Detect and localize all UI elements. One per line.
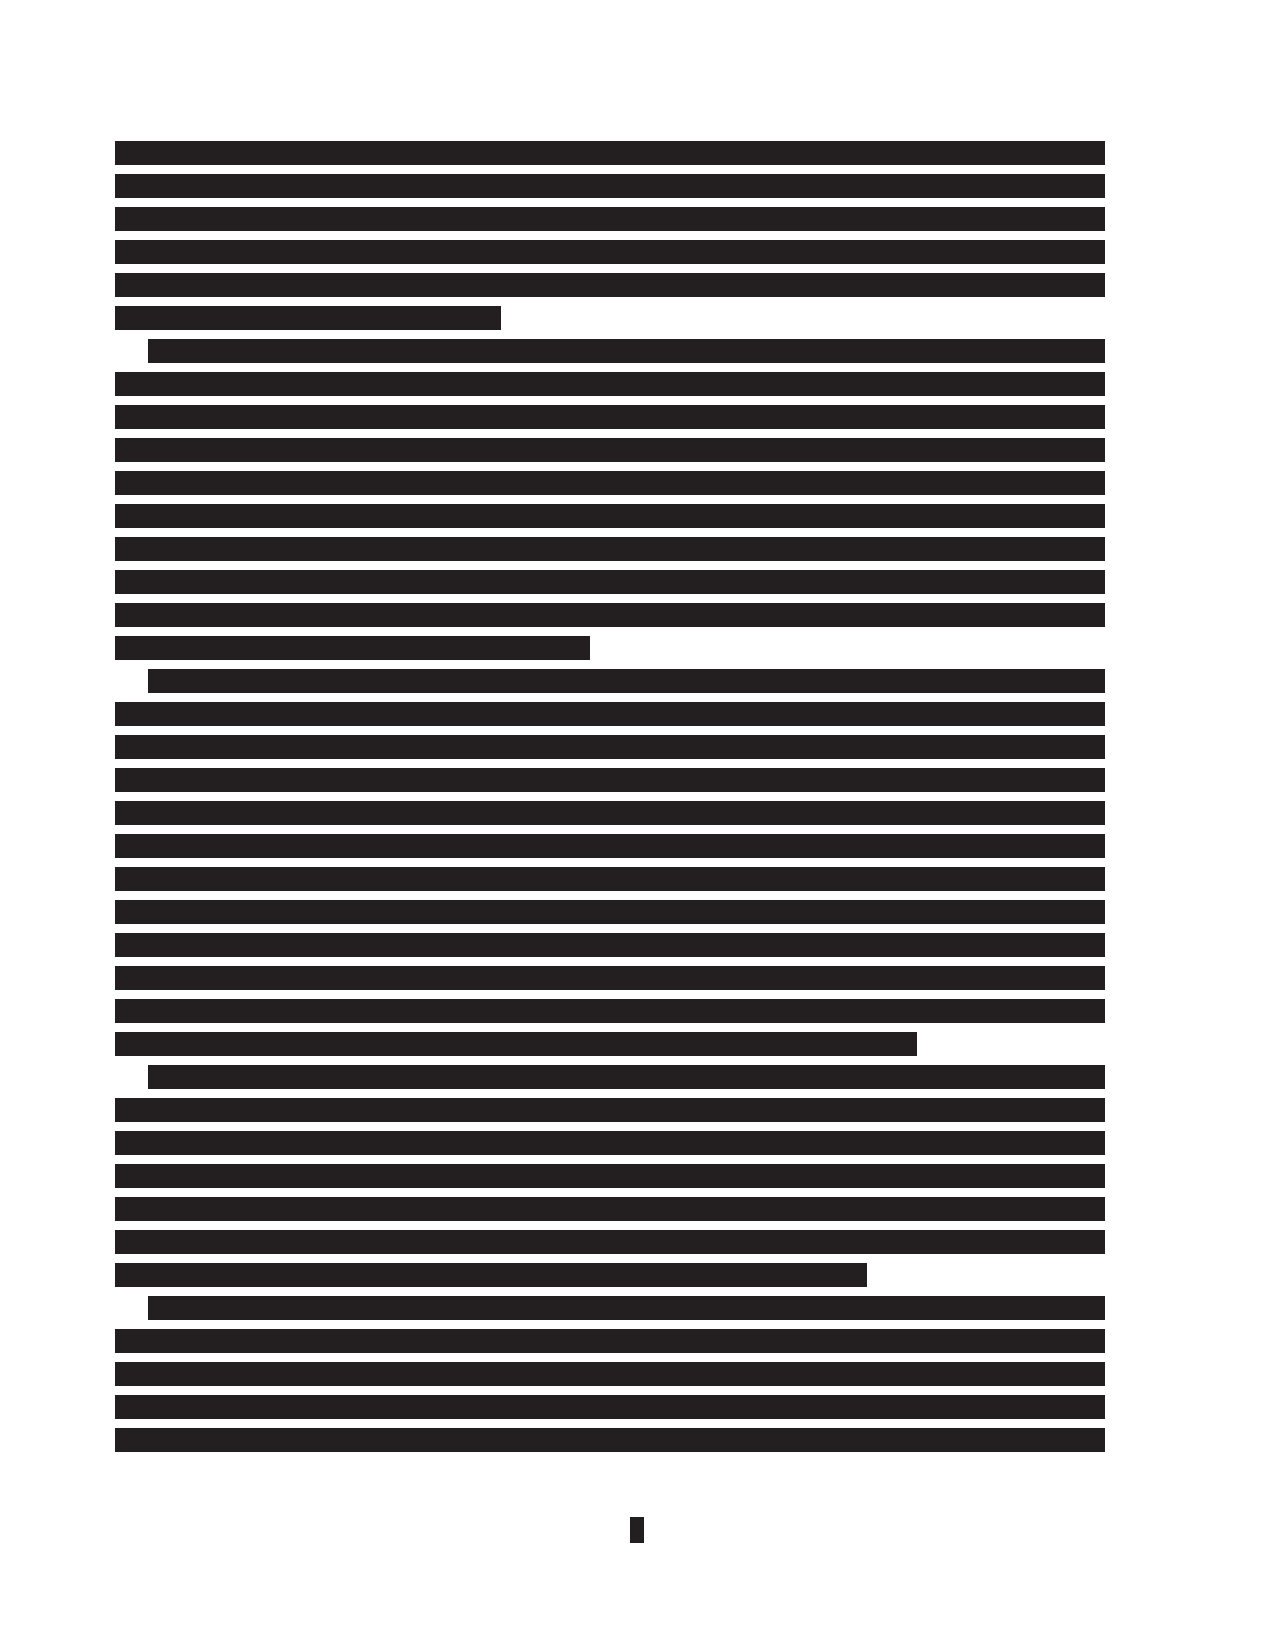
text-line (115, 1032, 917, 1056)
paragraph-1 (115, 141, 1105, 330)
text-line (115, 1428, 1105, 1452)
text-line (115, 735, 1105, 759)
text-line (115, 636, 590, 660)
text-line (115, 471, 1105, 495)
text-line (115, 999, 1105, 1023)
text-line (115, 933, 1105, 957)
text-line (115, 1164, 1105, 1188)
text-line (115, 1131, 1105, 1155)
text-line (115, 966, 1105, 990)
text-line (115, 537, 1105, 561)
text-line (115, 1197, 1105, 1221)
paragraph-5 (115, 1296, 1105, 1452)
text-line (115, 174, 1105, 198)
paragraph-4 (115, 1065, 1105, 1287)
body-text (115, 141, 1105, 1461)
text-line (115, 1230, 1105, 1254)
text-line (115, 900, 1105, 924)
text-line (115, 405, 1105, 429)
text-line (115, 504, 1105, 528)
text-line (115, 801, 1105, 825)
text-line (115, 207, 1105, 231)
paragraph-2 (115, 339, 1105, 660)
text-line (115, 768, 1105, 792)
page-number (630, 1517, 644, 1543)
text-line (115, 273, 1105, 297)
text-line (115, 1329, 1105, 1353)
text-line (115, 834, 1105, 858)
text-line (115, 240, 1105, 264)
text-line (148, 1296, 1105, 1320)
text-line (115, 1263, 867, 1287)
text-line (148, 669, 1105, 693)
text-line (115, 570, 1105, 594)
text-line (148, 339, 1105, 363)
text-line (115, 141, 1105, 165)
text-line (115, 603, 1105, 627)
text-line (115, 1395, 1105, 1419)
paragraph-3 (115, 669, 1105, 1056)
text-line (115, 438, 1105, 462)
text-line (115, 867, 1105, 891)
text-line (115, 372, 1105, 396)
page-note (0, 0, 1, 1)
text-line (115, 702, 1105, 726)
text-line (115, 1362, 1105, 1386)
text-line (115, 306, 501, 330)
text-line (115, 1098, 1105, 1122)
text-line (148, 1065, 1105, 1089)
